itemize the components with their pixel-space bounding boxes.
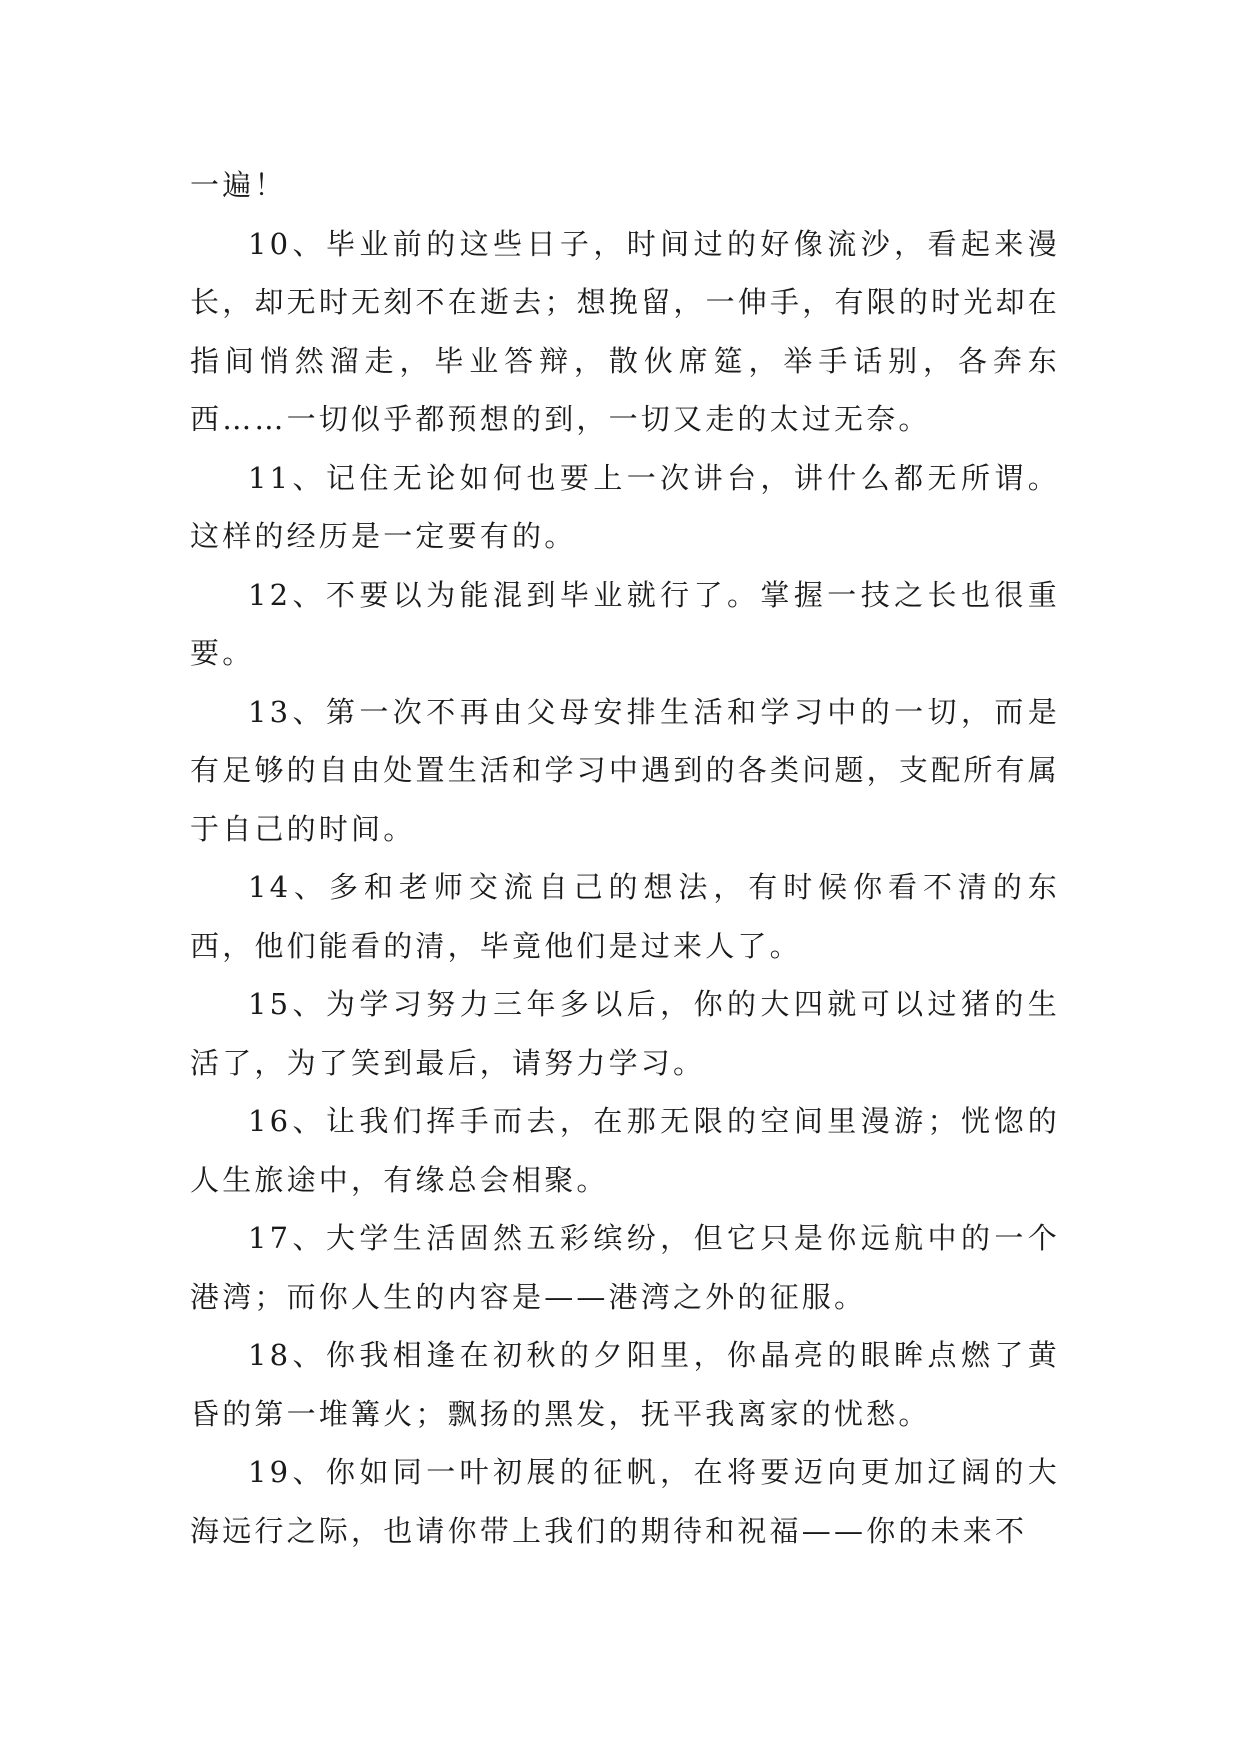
paragraph-16: 16、让我们挥手而去，在那无限的空间里漫游；恍惚的人生旅途中，有缘总会相聚。 — [190, 1104, 1060, 1197]
paragraph-14: 14、多和老师交流自己的想法，有时候你看不清的东西，他们能看的清，毕竟他们是过来人了。 — [190, 870, 1060, 963]
paragraph-18: 18、你我相逢在初秋的夕阳里，你晶亮的眼眸点燃了黄昏的第一堆篝火；飘扬的黑发，抚平我离家的忧愁。 — [190, 1338, 1060, 1431]
paragraph-11: 11、记住无论如何也要上一次讲台，讲什么都无所谓。这样的经历是一定要有的。 — [190, 460, 1060, 553]
document-body — [190, 156, 1060, 1560]
paragraph-19: 19、你如同一叶初展的征帆，在将要迈向更加辽阔的大海远行之际，也请你带上我们的期待和祝福——你的未来不 — [190, 1455, 1060, 1548]
paragraph-10: 10、毕业前的这些日子，时间过的好像流沙，看起来漫长，却无时无刻不在逝去；想挽留，一伸手，有限的时光却在指间悄然溜走，毕业答辩，散伙席筵，举手话别，各奔东西……一切似乎都预想的到，一切又走的太过无奈。 — [190, 226, 1060, 436]
paragraph-15: 15、为学习努力三年多以后，你的大四就可以过猪的生活了，为了笑到最后，请努力学习。 — [190, 987, 1060, 1080]
paragraph-12: 12、不要以为能混到毕业就行了。掌握一技之长也很重要。 — [190, 577, 1060, 670]
paragraph-17: 17、大学生活固然五彩缤纷，但它只是你远航中的一个港湾；而你人生的内容是——港湾之外的征服。 — [190, 1221, 1060, 1314]
paragraph-continuation: 一遍！ — [190, 168, 287, 202]
paragraph-13: 13、第一次不再由父母安排生活和学习中的一切，而是有足够的自由处置生活和学习中遇到的各类问题，支配所有属于自己的时间。 — [190, 694, 1060, 846]
